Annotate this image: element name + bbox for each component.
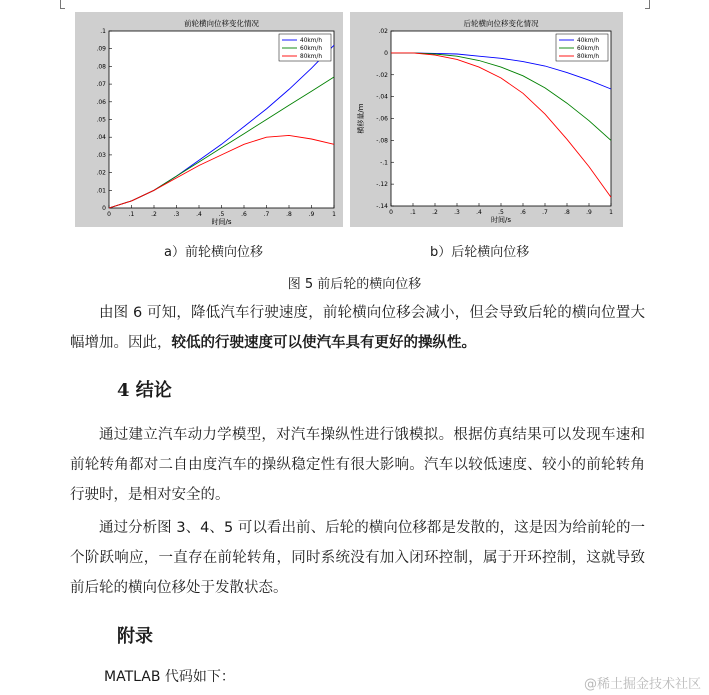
front-ytick-label-6: .06 bbox=[96, 98, 106, 106]
paragraph-conclusion-2: 通过分析图 3、4、5 可以看出前、后轮的横向位移都是发散的，这是因为给前轮的一个阶跃响应，一直存在前轮转角，同时系统没有加入闭环控制，属于开环控制，这就导致前后轮的横向位移处于发散状态。 bbox=[70, 520, 645, 596]
front-legend-label-2: 80km/h bbox=[300, 54, 323, 60]
front-xtick-label-10: 1 bbox=[332, 211, 336, 218]
front-wheel-chart-svg bbox=[75, 12, 343, 227]
front-xtick-label-4: .4 bbox=[196, 211, 202, 218]
rear-ytick-label-2: -.02 bbox=[376, 71, 388, 79]
rear-xtick-label-5: .5 bbox=[498, 209, 504, 216]
rear-ytick-label-6: -.1 bbox=[380, 159, 388, 167]
rear-xtick-label-0: 0 bbox=[389, 209, 393, 216]
front-title: 前轮横向位移变化情况 bbox=[184, 19, 259, 28]
rear-ylabel: 横移量/m bbox=[357, 103, 365, 134]
front-xtick-label-1: .1 bbox=[128, 211, 135, 218]
rear-ytick-label-4: -.06 bbox=[376, 115, 388, 123]
figure-caption: 图 5 前后轮的横向位移 bbox=[287, 277, 422, 292]
front-ytick-label-5: .05 bbox=[96, 116, 106, 124]
rear-ytick-label-7: -.12 bbox=[376, 181, 388, 189]
front-xtick-label-7: .7 bbox=[263, 211, 270, 218]
rear-xtick-label-8: .8 bbox=[564, 209, 570, 216]
rear-xtick-label-7: .7 bbox=[542, 209, 548, 216]
rear-xtick-label-2: .2 bbox=[432, 209, 438, 216]
rear-xtick-label-9: .9 bbox=[586, 209, 592, 216]
rear-wheel-chart bbox=[350, 12, 623, 227]
margin-mark-left bbox=[60, 0, 65, 9]
front-xtick-label-3: .3 bbox=[173, 211, 180, 218]
front-ytick-label-2: .02 bbox=[96, 169, 106, 177]
front-legend-label-1: 60km/h bbox=[300, 46, 323, 52]
front-ytick-label-1: .01 bbox=[96, 187, 106, 195]
rear-subcaption: b）后轮横向位移 bbox=[430, 245, 530, 260]
rear-xtick-label-3: .3 bbox=[454, 209, 460, 216]
rear-ytick-label-5: -.08 bbox=[376, 137, 388, 145]
rear-xtick-label-10: 1 bbox=[609, 209, 613, 216]
front-ytick-label-4: .04 bbox=[96, 134, 106, 142]
front-subcaption: a）前轮横向位移 bbox=[164, 245, 263, 260]
heading-conclusion: 4 结论 bbox=[117, 380, 172, 401]
code-intro: MATLAB 代码如下： bbox=[104, 669, 235, 685]
front-xtick-label-8: .8 bbox=[286, 211, 292, 218]
rear-xtick-label-4: .4 bbox=[476, 209, 482, 216]
rear-legend-label-0: 40km/h bbox=[577, 38, 600, 44]
front-ytick-label-0: 0 bbox=[102, 205, 106, 212]
front-ytick-label-3: .03 bbox=[96, 151, 106, 159]
rear-ytick-label-8: -.14 bbox=[376, 203, 388, 210]
rear-ytick-label-1: 0 bbox=[384, 49, 388, 57]
front-wheel-chart bbox=[75, 12, 343, 227]
rear-xlabel: 时间/s bbox=[490, 216, 512, 224]
front-ytick-label-10: .1 bbox=[100, 28, 106, 35]
margin-mark-right bbox=[645, 0, 650, 9]
paragraph-speed-effect bbox=[70, 298, 645, 358]
paragraph-conclusion-1: 通过建立汽车动力学模型，对汽车操纵性进行饿模拟。根据仿真结果可以发现车速和前轮转角都对二自由度汽车的操纵稳定性有很大影响。汽车以较低速度、较小的前轮转角行驶时，是相对安全的。 bbox=[70, 427, 645, 503]
front-xtick-label-5: .5 bbox=[218, 211, 225, 218]
paragraph-speed-effect-text: 由图 6 可知，降低汽车行驶速度，前轮横向位移会减小，但会导致后轮的横向位置大幅增加。因此， bbox=[70, 305, 645, 351]
heading-appendix: 附录 bbox=[117, 626, 153, 647]
watermark: @稀土掘金技术社区 bbox=[583, 677, 701, 692]
front-xlabel: 时间/s bbox=[211, 218, 232, 226]
front-ytick-label-8: .08 bbox=[96, 63, 106, 71]
rear-legend-label-1: 60km/h bbox=[577, 46, 600, 52]
rear-xtick-label-1: .1 bbox=[410, 209, 416, 216]
rear-ytick-label-3: -.04 bbox=[376, 93, 388, 101]
rear-wheel-chart-svg bbox=[350, 12, 623, 227]
rear-legend-label-2: 80km/h bbox=[577, 54, 600, 60]
rear-title: 后轮横向位移变化情况 bbox=[463, 19, 539, 28]
front-ytick-label-9: .09 bbox=[96, 45, 106, 53]
rear-ytick-label-0: .02 bbox=[378, 28, 388, 35]
front-ytick-label-7: .07 bbox=[96, 81, 106, 89]
front-legend-label-0: 40km/h bbox=[300, 38, 323, 44]
front-xtick-label-9: .9 bbox=[308, 211, 315, 218]
front-xtick-label-2: .2 bbox=[151, 211, 157, 218]
paragraph-speed-effect-bold: 较低的行驶速度可以使汽车具有更好的操纵性。 bbox=[171, 335, 476, 351]
front-xtick-label-0: 0 bbox=[107, 211, 111, 218]
rear-xtick-label-6: .6 bbox=[520, 209, 526, 216]
front-xtick-label-6: .6 bbox=[241, 211, 247, 218]
